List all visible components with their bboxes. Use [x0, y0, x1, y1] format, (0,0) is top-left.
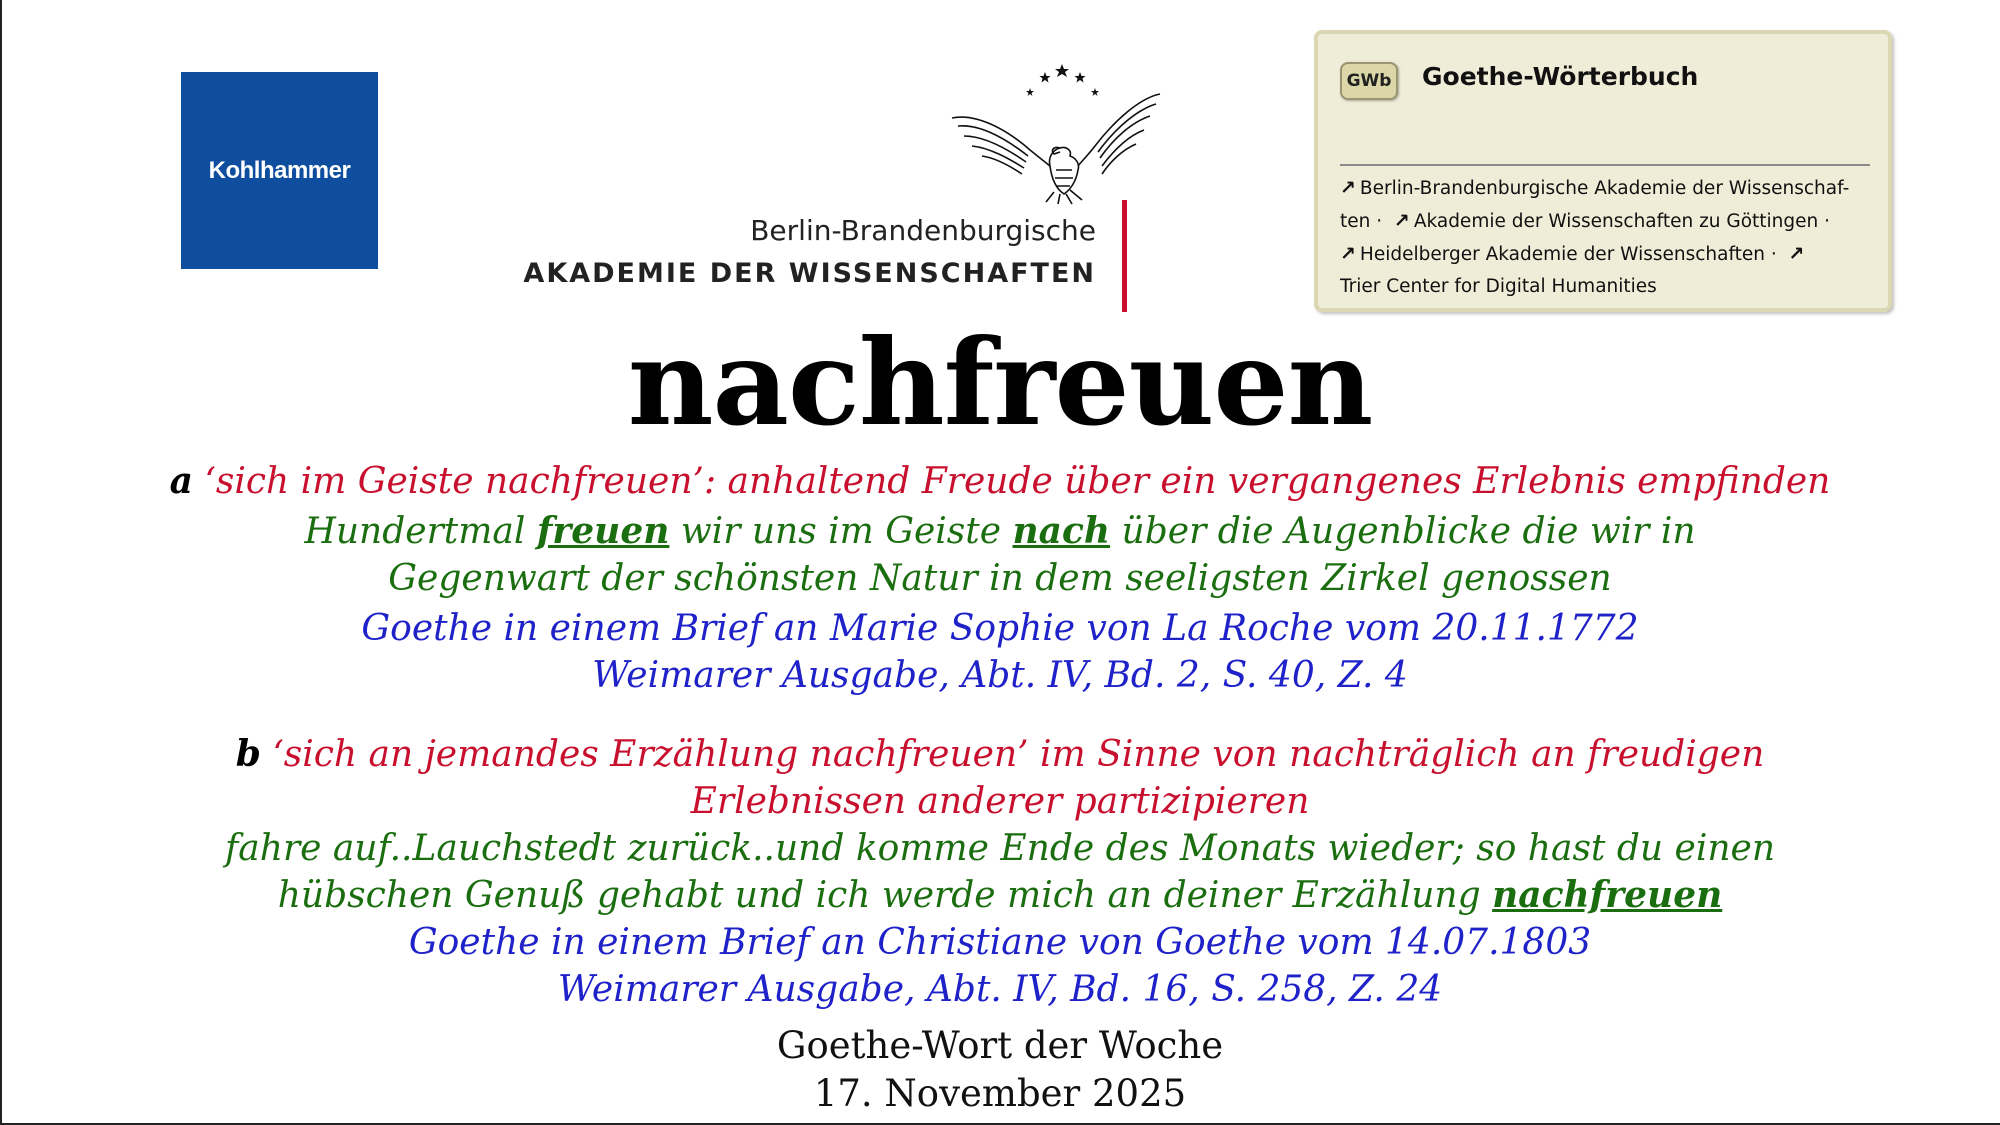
academy-accent-bar — [1122, 200, 1127, 312]
gwb-partner-links — [1340, 172, 1874, 303]
sense-b-edition: Weimarer Ausgabe, Abt. IV, Bd. 16, S. 258, Z. 24 — [557, 969, 1443, 1010]
sense-b-definition-line — [130, 731, 1870, 825]
gwb-info-box — [1314, 30, 1892, 312]
sense-a-definition: ‘sich im Geiste nachfreuen’: anhaltend Freude über ein vergangenes Erlebnis empfinden — [204, 461, 1831, 502]
partner-link-trier[interactable]: Trier Center for Digital Humanities — [1340, 276, 1657, 297]
external-arrow-icon: ↗ — [1340, 243, 1356, 265]
sense-a-definition-line — [130, 458, 1870, 505]
academy-name-line1: Berlin-Brandenburgische — [750, 214, 1096, 247]
sense-a-quote — [130, 508, 1870, 602]
external-arrow-icon: ↗ — [1393, 210, 1410, 232]
sense-b-source: Goethe in einem Brief an Christiane von Goethe vom 14.07.1803 — [408, 922, 1592, 963]
footer-date: 17. November 2025 — [813, 1072, 1187, 1115]
footer — [0, 1022, 2000, 1118]
quote-text: fahre auf..Lauchstedt zurück..und komme Ende des Monats wieder; so hast du einen hübschen Genuß gehabt und ich werde mich an deiner Erzählung — [224, 828, 1776, 916]
quote-text: über die Augenblicke die wir in Gegenwart der schönsten Natur in dem seeligsten Zirkel genossen — [388, 511, 1696, 599]
sense-a-letter: a — [169, 460, 193, 502]
quote-highlight: nach — [1012, 510, 1111, 552]
academy-name-line2: AKADEMIE DER WISSENSCHAFTEN — [523, 258, 1096, 289]
partner-link-goettingen[interactable]: Akademie der Wissenschaften zu Göttingen · — [1413, 211, 1831, 232]
sense-b — [130, 731, 1870, 1013]
partner-link-heidelberg[interactable]: Heidelberger Akademie der Wissenschaften · — [1359, 244, 1777, 265]
gwb-title: Goethe-Wörterbuch — [1422, 62, 1699, 91]
kohlhammer-logo-text: Kohlhammer — [208, 156, 351, 184]
partner-link-bbaw[interactable]: Berlin-Brandenburgische Akademie der Wissenschaf- — [1359, 178, 1850, 199]
sense-a-edition: Weimarer Ausgabe, Abt. IV, Bd. 2, S. 40, Z. 4 — [592, 655, 1408, 696]
external-arrow-icon: ↗ — [1340, 177, 1356, 199]
footer-title: Goethe-Wort der Woche — [776, 1024, 1224, 1067]
quote-highlight: nachfreuen — [1492, 874, 1723, 916]
headword: nachfreuen — [627, 313, 1373, 452]
quote-text: Hundertmal — [304, 511, 537, 552]
eagle-icon — [950, 58, 1165, 206]
gwb-badge: GWb — [1340, 62, 1398, 100]
external-arrow-icon: ↗ — [1788, 243, 1805, 265]
sense-a-source: Goethe in einem Brief an Marie Sophie von La Roche vom 20.11.1772 — [361, 608, 1639, 649]
quote-highlight: freuen — [536, 510, 670, 552]
gwb-divider — [1340, 164, 1870, 166]
sense-b-quote — [130, 825, 1870, 919]
sense-a — [130, 458, 1870, 699]
sense-b-definition: ‘sich an jemandes Erzählung nachfreuen’ im Sinne von nachträglich an freudigen Erlebnissen anderer partizipieren — [272, 734, 1765, 822]
sense-b-letter: b — [235, 733, 261, 775]
kohlhammer-logo — [181, 72, 378, 269]
partner-link-bbaw-cont[interactable]: ten · — [1340, 211, 1383, 232]
quote-text: wir uns im Geiste — [669, 511, 1013, 552]
